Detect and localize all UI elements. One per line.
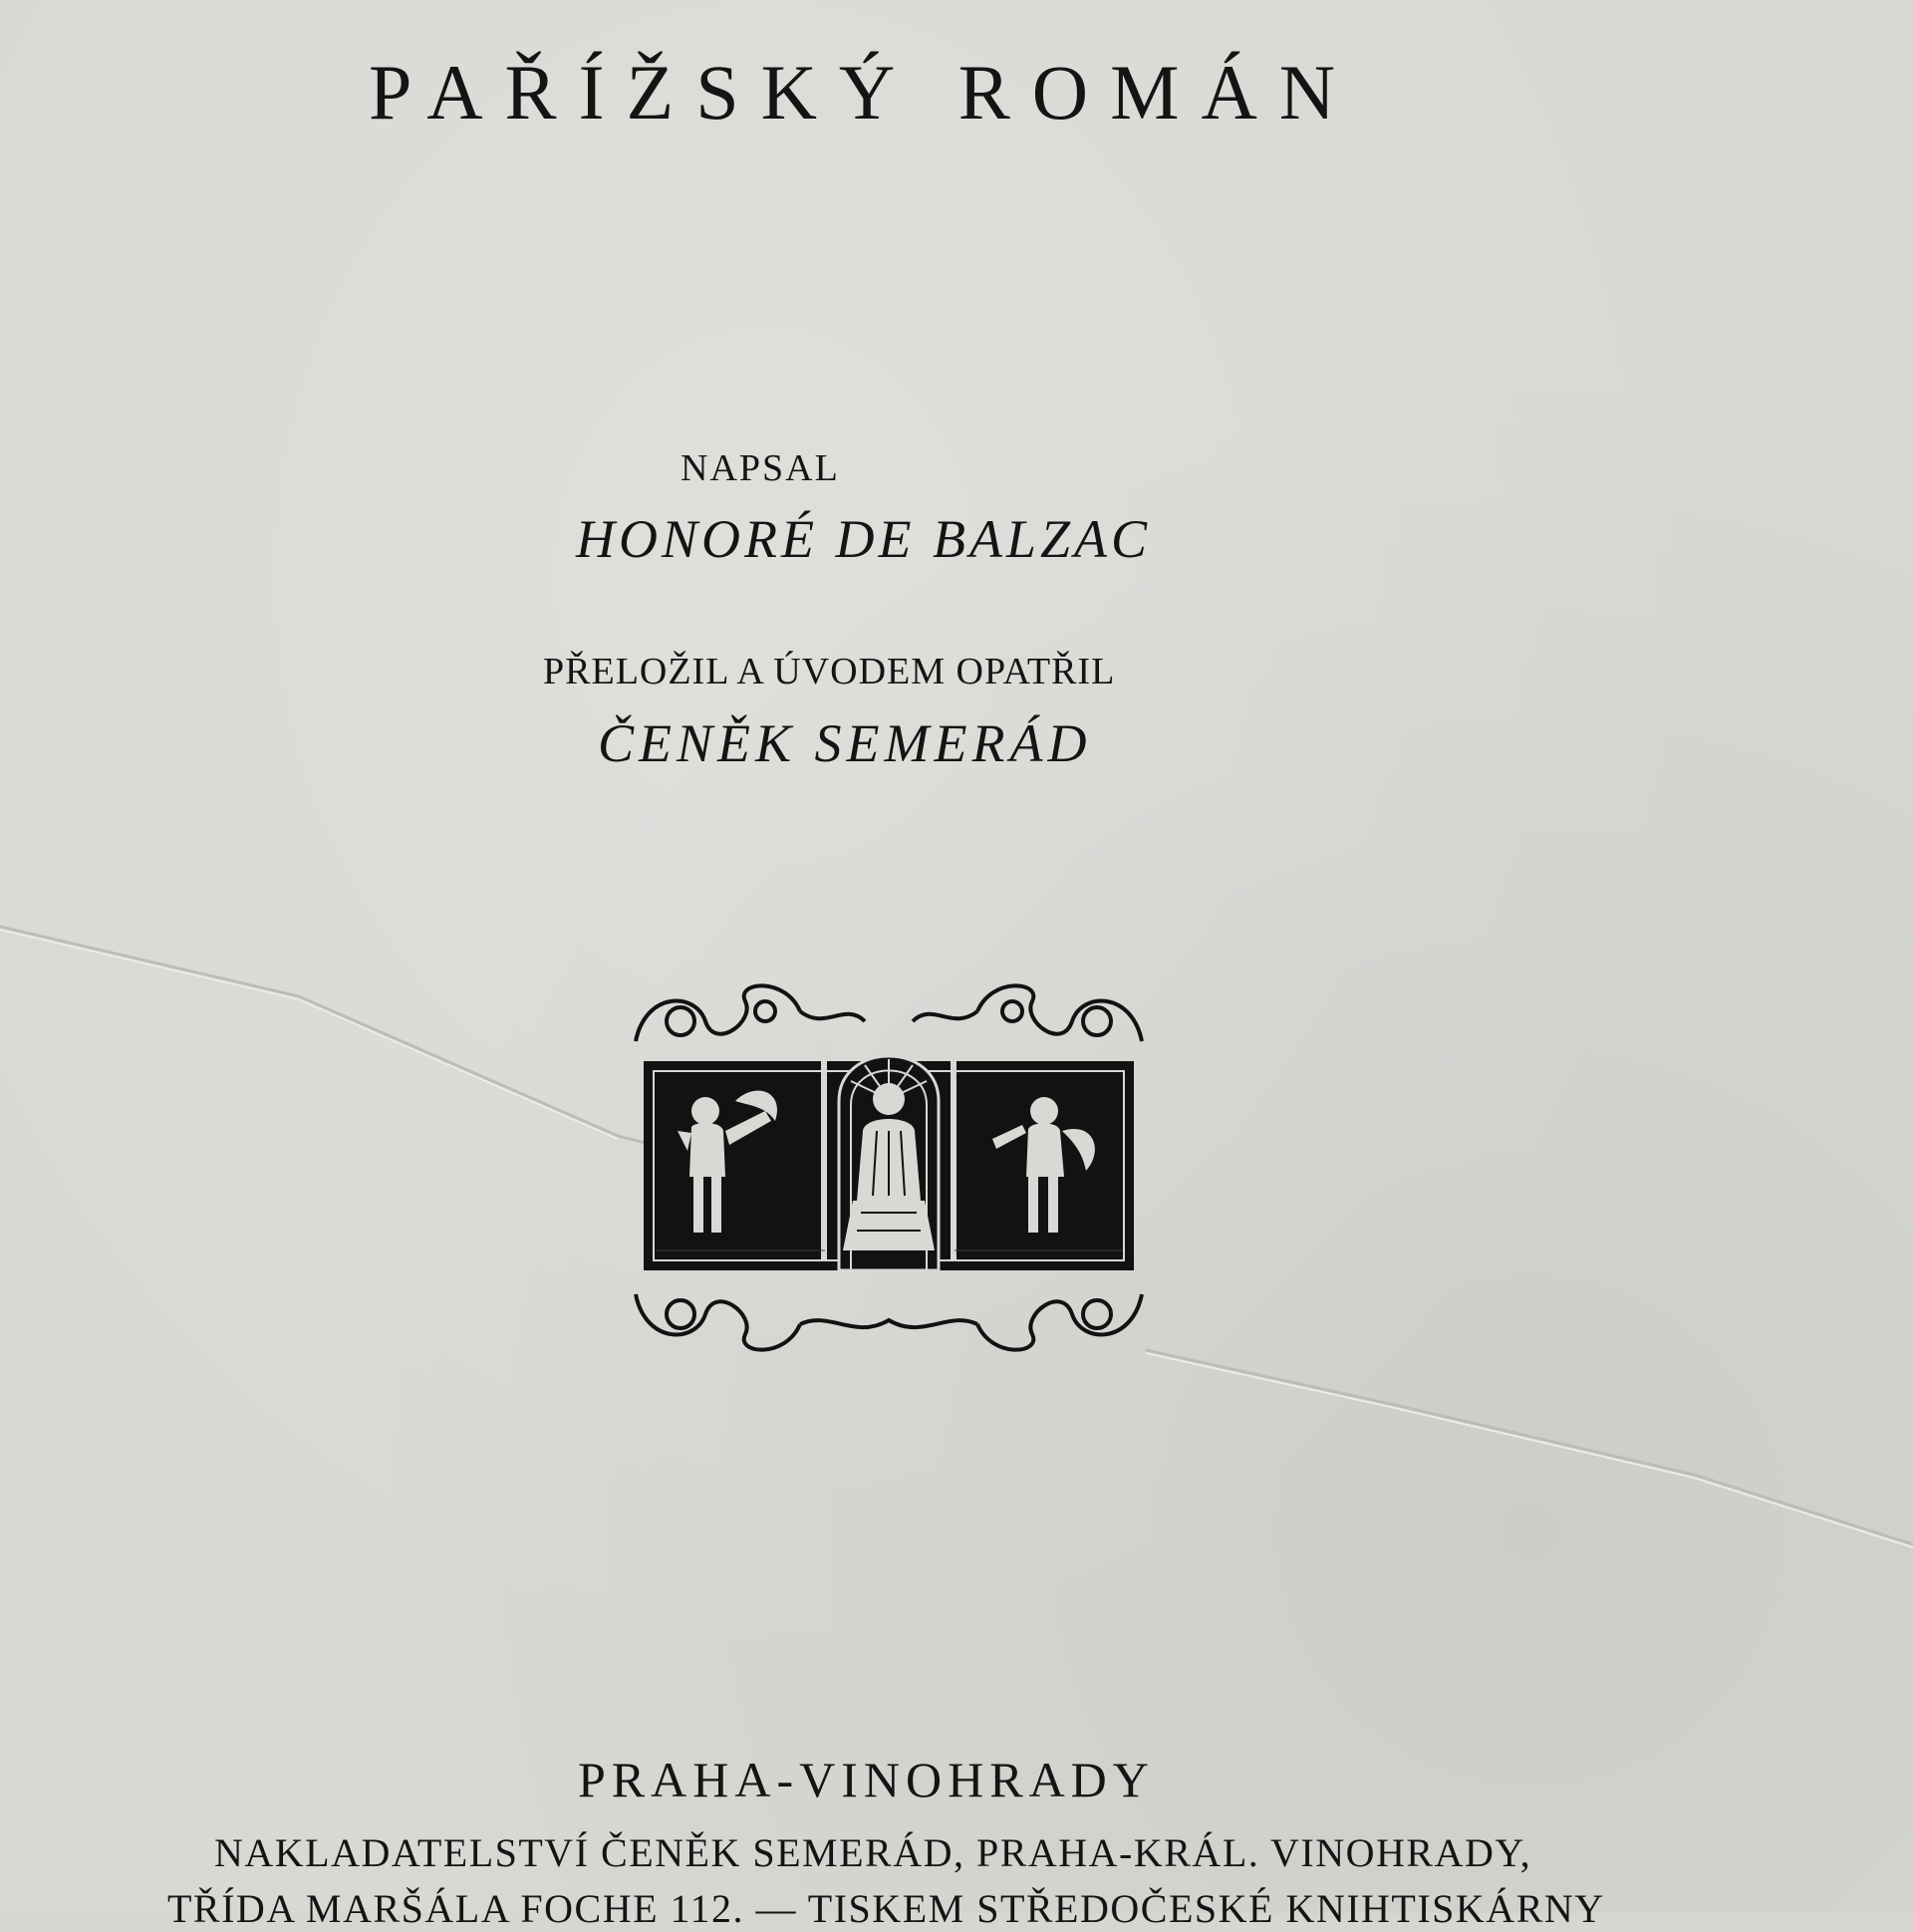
publication-place: PRAHA-VINOHRADY xyxy=(578,1752,1155,1807)
book-title: PAŘÍŽSKÝ ROMÁN xyxy=(369,49,1358,136)
translator-caption: PŘELOŽIL A ÚVODEM OPATŘIL xyxy=(543,651,1116,692)
author-name: HONORÉ DE BALZAC xyxy=(576,509,1151,569)
publisher-line-2: TŘÍDA MARŠÁLA FOCHE 112. — TISKEM STŘEDOČESKÉ KNIHTISKÁRNY xyxy=(167,1886,1605,1931)
translator-name: ČENĚK SEMERÁD xyxy=(598,713,1092,773)
printer-device-emblem-icon xyxy=(626,981,1152,1354)
publisher-line-1: NAKLADATELSTVÍ ČENĚK SEMERÁD, PRAHA-KRÁL. VINOHRADY, xyxy=(214,1830,1532,1875)
author-caption: NAPSAL xyxy=(681,447,840,489)
